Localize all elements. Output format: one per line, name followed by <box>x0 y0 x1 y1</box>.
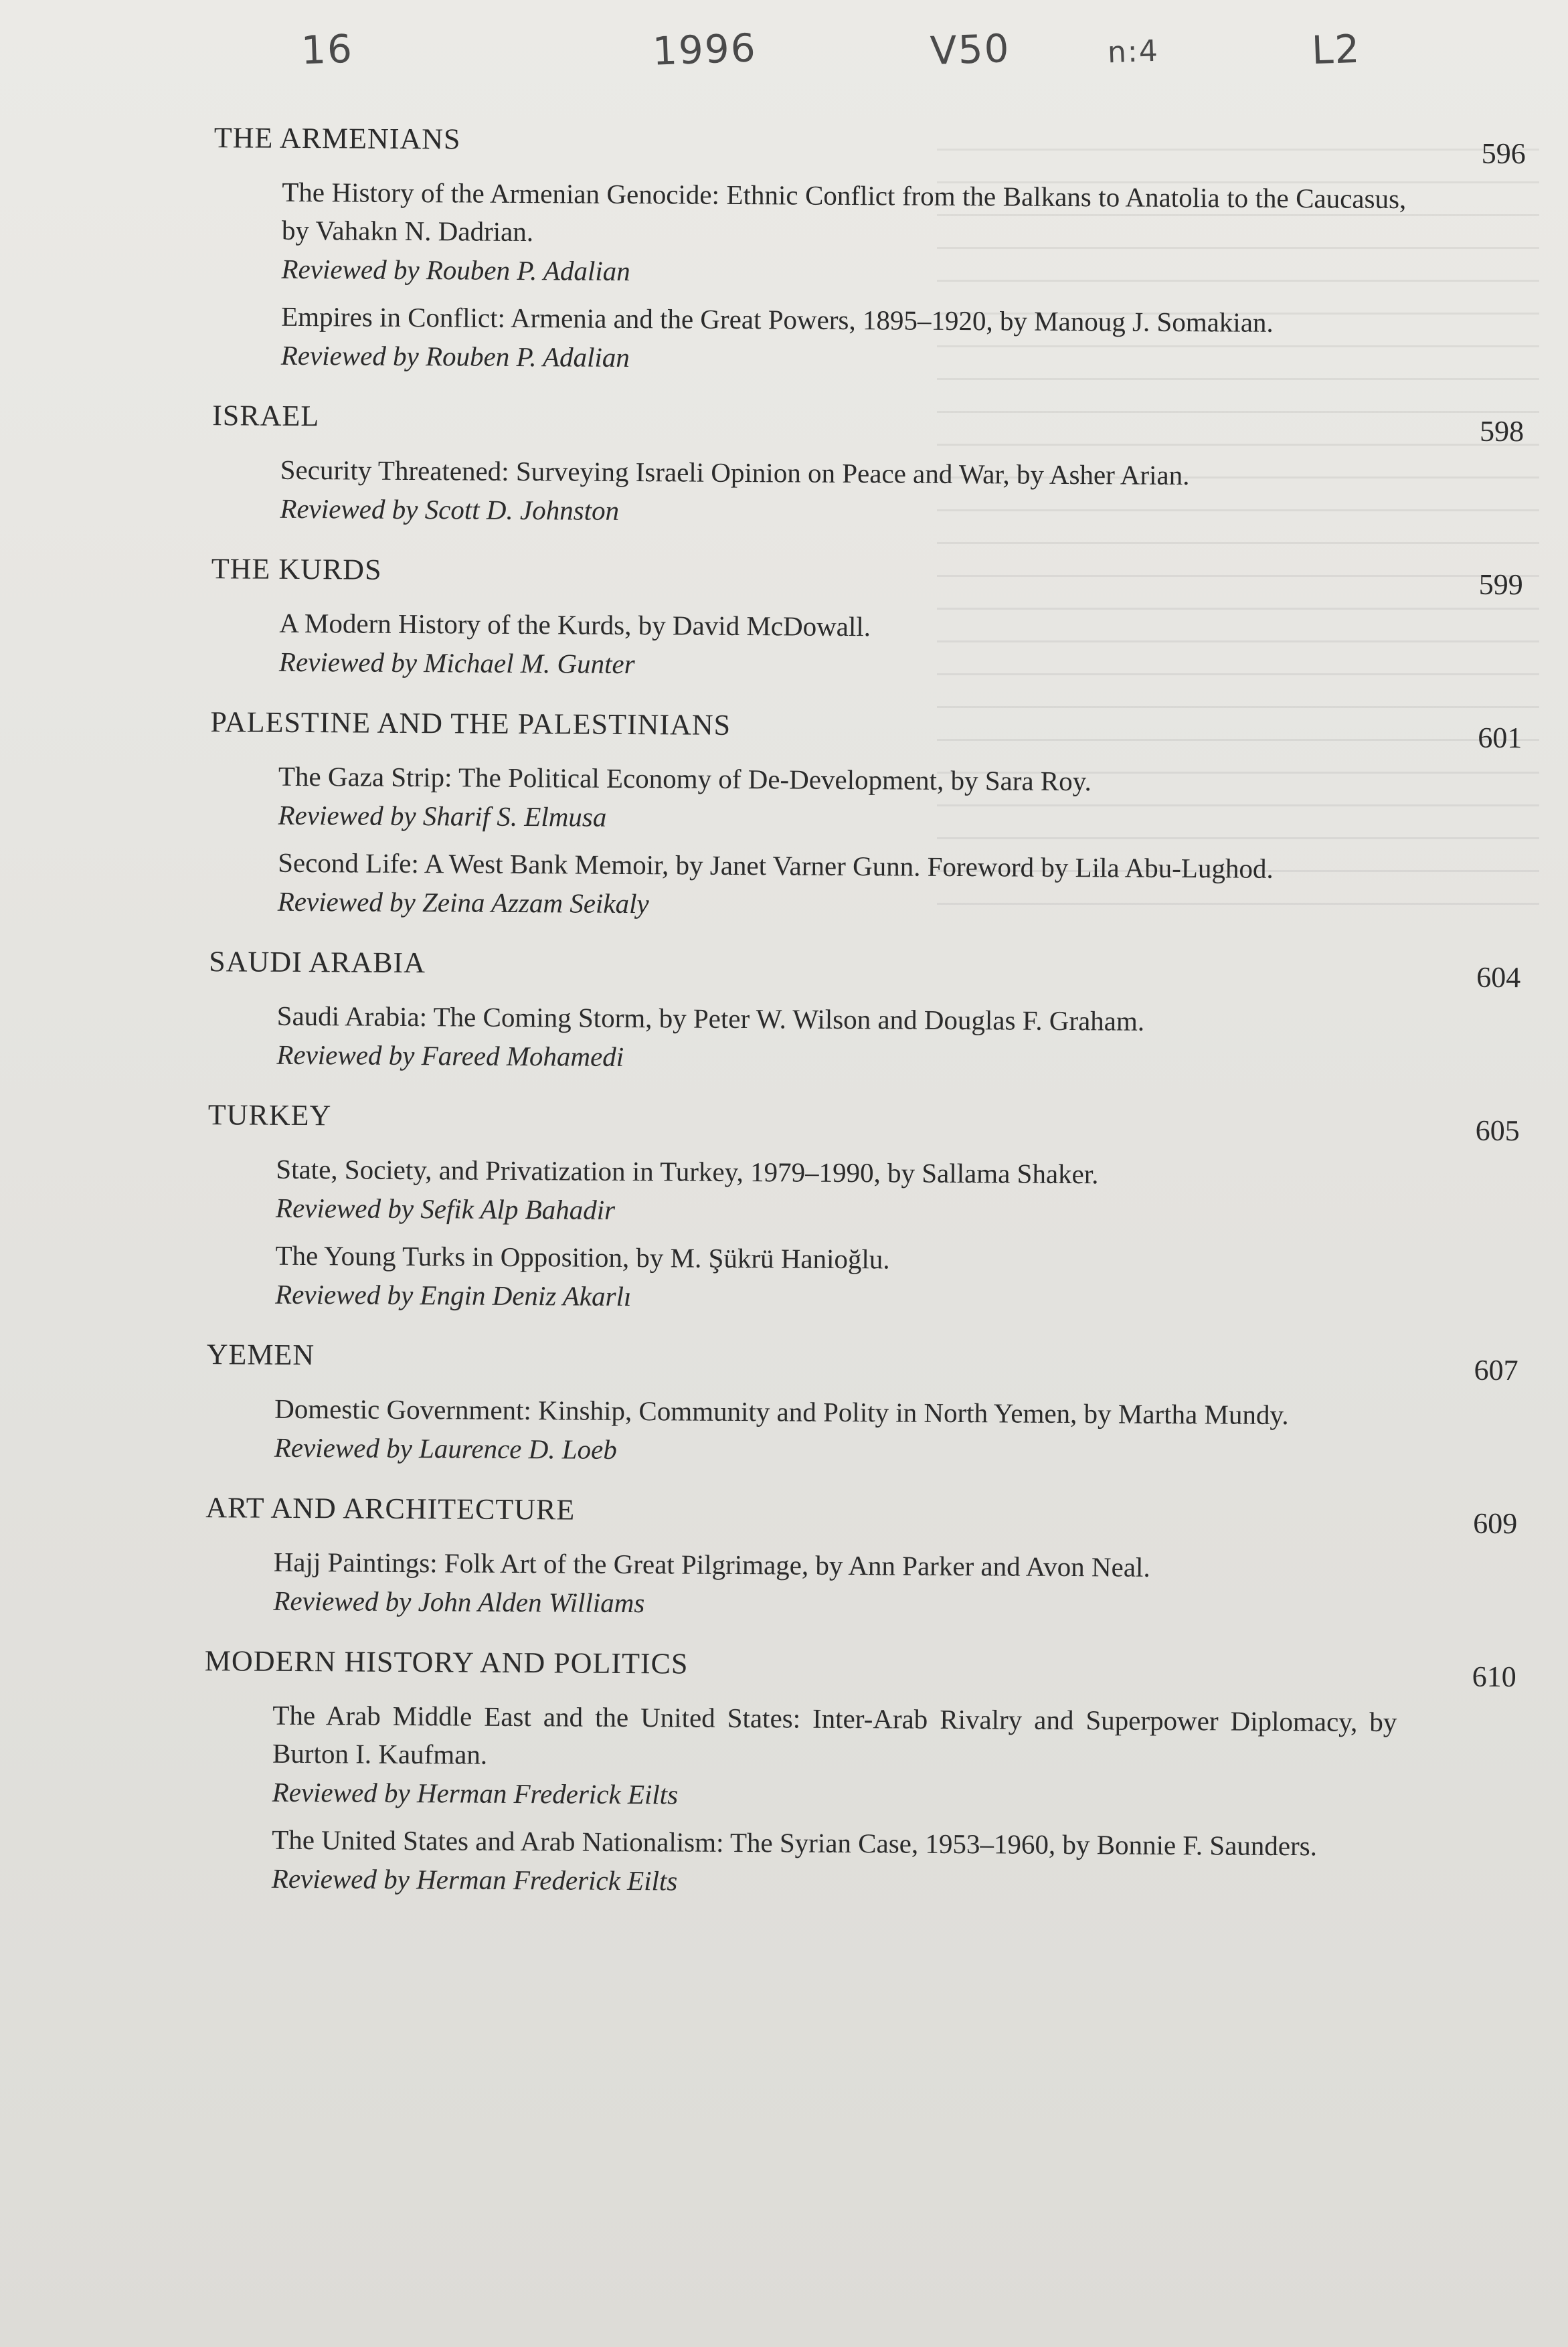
reviewer-name: Reviewed by Rouben P. Adalian <box>280 339 630 373</box>
toc-section <box>188 938 1520 1081</box>
section-heading-row <box>192 392 1524 449</box>
section-heading-row <box>185 1637 1516 1694</box>
book-citation: Security Threatened: Surveying Israeli Opinion on Peace and War, by Asher Arian. <box>280 454 1190 491</box>
book-citation: The History of the Armenian Genocide: Ethnic Conflict from the Balkans to Anatolia to the Caucasus, by Vahakn N. Dadrian. <box>281 176 1407 248</box>
review-entry <box>276 1150 1401 1234</box>
section-page-number: 604 <box>1476 960 1521 994</box>
reviewer-name: Reviewed by Herman Frederick Eilts <box>272 1776 679 1810</box>
review-entry <box>278 844 1403 928</box>
section-title: TURKEY <box>207 1098 332 1132</box>
section-heading-row <box>186 1330 1518 1388</box>
handwritten-note-part: V50 <box>929 25 1011 74</box>
book-citation: Saudi Arabia: The Coming Storm, by Peter W. Wilson and Douglas F. Graham. <box>276 1000 1145 1037</box>
section-title: SAUDI ARABIA <box>209 945 426 980</box>
reviewer-name: Reviewed by Sharif S. Elmusa <box>278 799 607 833</box>
section-page-number: 607 <box>1474 1353 1518 1387</box>
section-page-number: 610 <box>1472 1660 1516 1694</box>
handwritten-note-part: 1996 <box>651 25 758 74</box>
review-entry <box>276 997 1401 1081</box>
review-entry <box>280 451 1405 535</box>
section-title: THE ARMENIANS <box>213 121 461 156</box>
review-entry <box>281 298 1406 381</box>
table-of-contents <box>183 114 1526 1923</box>
handwritten-note-part: n:4 <box>1107 33 1160 70</box>
section-title: YEMEN <box>206 1338 315 1372</box>
book-citation: State, Society, and Privatization in Turkey, 1979–1990, by Sallama Shaker. <box>276 1153 1099 1190</box>
section-title: PALESTINE AND THE PALESTINIANS <box>210 705 731 742</box>
book-citation: The Gaza Strip: The Political Economy of De-Development, by Sara Roy. <box>278 760 1092 797</box>
review-entry <box>272 1821 1397 1905</box>
review-entry <box>275 1237 1400 1320</box>
reviewer-name: Reviewed by Zeina Azzam Seikaly <box>277 885 649 920</box>
toc-section <box>186 1330 1518 1474</box>
section-title: MODERN HISTORY AND POLITICS <box>204 1644 689 1680</box>
book-citation: A Modern History of the Kurds, by David McDowall. <box>279 607 871 642</box>
toc-section <box>187 1091 1520 1321</box>
section-title: ISRAEL <box>212 399 320 433</box>
book-citation: Domestic Government: Kinship, Community and Polity in North Yemen, by Martha Mundy. <box>274 1393 1289 1431</box>
toc-section <box>189 698 1522 928</box>
toc-section <box>185 1484 1517 1628</box>
section-page-number: 609 <box>1473 1506 1518 1541</box>
handwritten-note <box>0 20 1568 80</box>
book-citation: The United States and Arab Nationalism: The Syrian Case, 1953–1960, by Bonnie F. Saunders. <box>272 1824 1318 1862</box>
book-citation: Second Life: A West Bank Memoir, by Janet Varner Gunn. Foreword by Lila Abu-Lughod. <box>278 847 1274 884</box>
toc-section <box>183 1637 1516 1905</box>
review-entry <box>281 173 1406 295</box>
review-entry <box>279 604 1404 688</box>
reviewer-name: Reviewed by Laurence D. Loeb <box>274 1431 617 1465</box>
section-page-number: 598 <box>1479 414 1525 448</box>
section-page-number: 605 <box>1475 1114 1520 1148</box>
review-entry <box>273 1543 1398 1627</box>
section-heading-row <box>185 1484 1517 1541</box>
reviewer-name: Reviewed by Scott D. Johnston <box>280 493 620 526</box>
section-heading-row <box>194 114 1526 171</box>
review-entry <box>274 1390 1399 1474</box>
reviewer-name: Reviewed by Herman Frederick Eilts <box>271 1862 678 1897</box>
toc-section <box>191 545 1523 689</box>
section-page-number: 596 <box>1481 137 1526 171</box>
book-citation: The Young Turks in Opposition, by M. Şükrü Hanioğlu. <box>275 1239 890 1275</box>
review-entry <box>278 758 1403 841</box>
book-citation: Empires in Conflict: Armenia and the Great Powers, 1895–1920, by Manoug J. Somakian. <box>281 300 1274 338</box>
section-heading-row <box>188 1091 1520 1148</box>
section-heading-row <box>191 545 1523 602</box>
reviewer-name: Reviewed by Sefik Alp Bahadir <box>275 1192 616 1225</box>
toc-section <box>193 114 1526 382</box>
reviewer-name: Reviewed by John Alden Williams <box>273 1585 645 1619</box>
toc-section <box>191 392 1524 535</box>
reviewer-name: Reviewed by Engin Deniz Akarlı <box>275 1278 632 1312</box>
section-heading-row <box>190 698 1522 756</box>
section-page-number: 601 <box>1478 721 1522 755</box>
section-page-number: 599 <box>1478 568 1523 602</box>
book-citation: The Arab Middle East and the United States: Inter-Arab Rivalry and Superpower Diplomacy, by Burton I. Kaufman. <box>272 1699 1397 1770</box>
reviewer-name: Reviewed by Fareed Mohamedi <box>276 1039 624 1072</box>
reviewer-name: Reviewed by Michael M. Gunter <box>278 646 635 680</box>
section-title: THE KURDS <box>211 552 382 586</box>
reviewer-name: Reviewed by Rouben P. Adalian <box>281 253 630 286</box>
section-title: ART AND ARCHITECTURE <box>205 1491 576 1527</box>
book-citation: Hajj Paintings: Folk Art of the Great Pilgrimage, by Ann Parker and Avon Neal. <box>273 1546 1150 1583</box>
handwritten-note-part: L2 <box>1310 25 1362 74</box>
section-heading-row <box>189 938 1520 995</box>
handwritten-note-part: 16 <box>300 25 354 74</box>
review-entry <box>272 1697 1397 1818</box>
